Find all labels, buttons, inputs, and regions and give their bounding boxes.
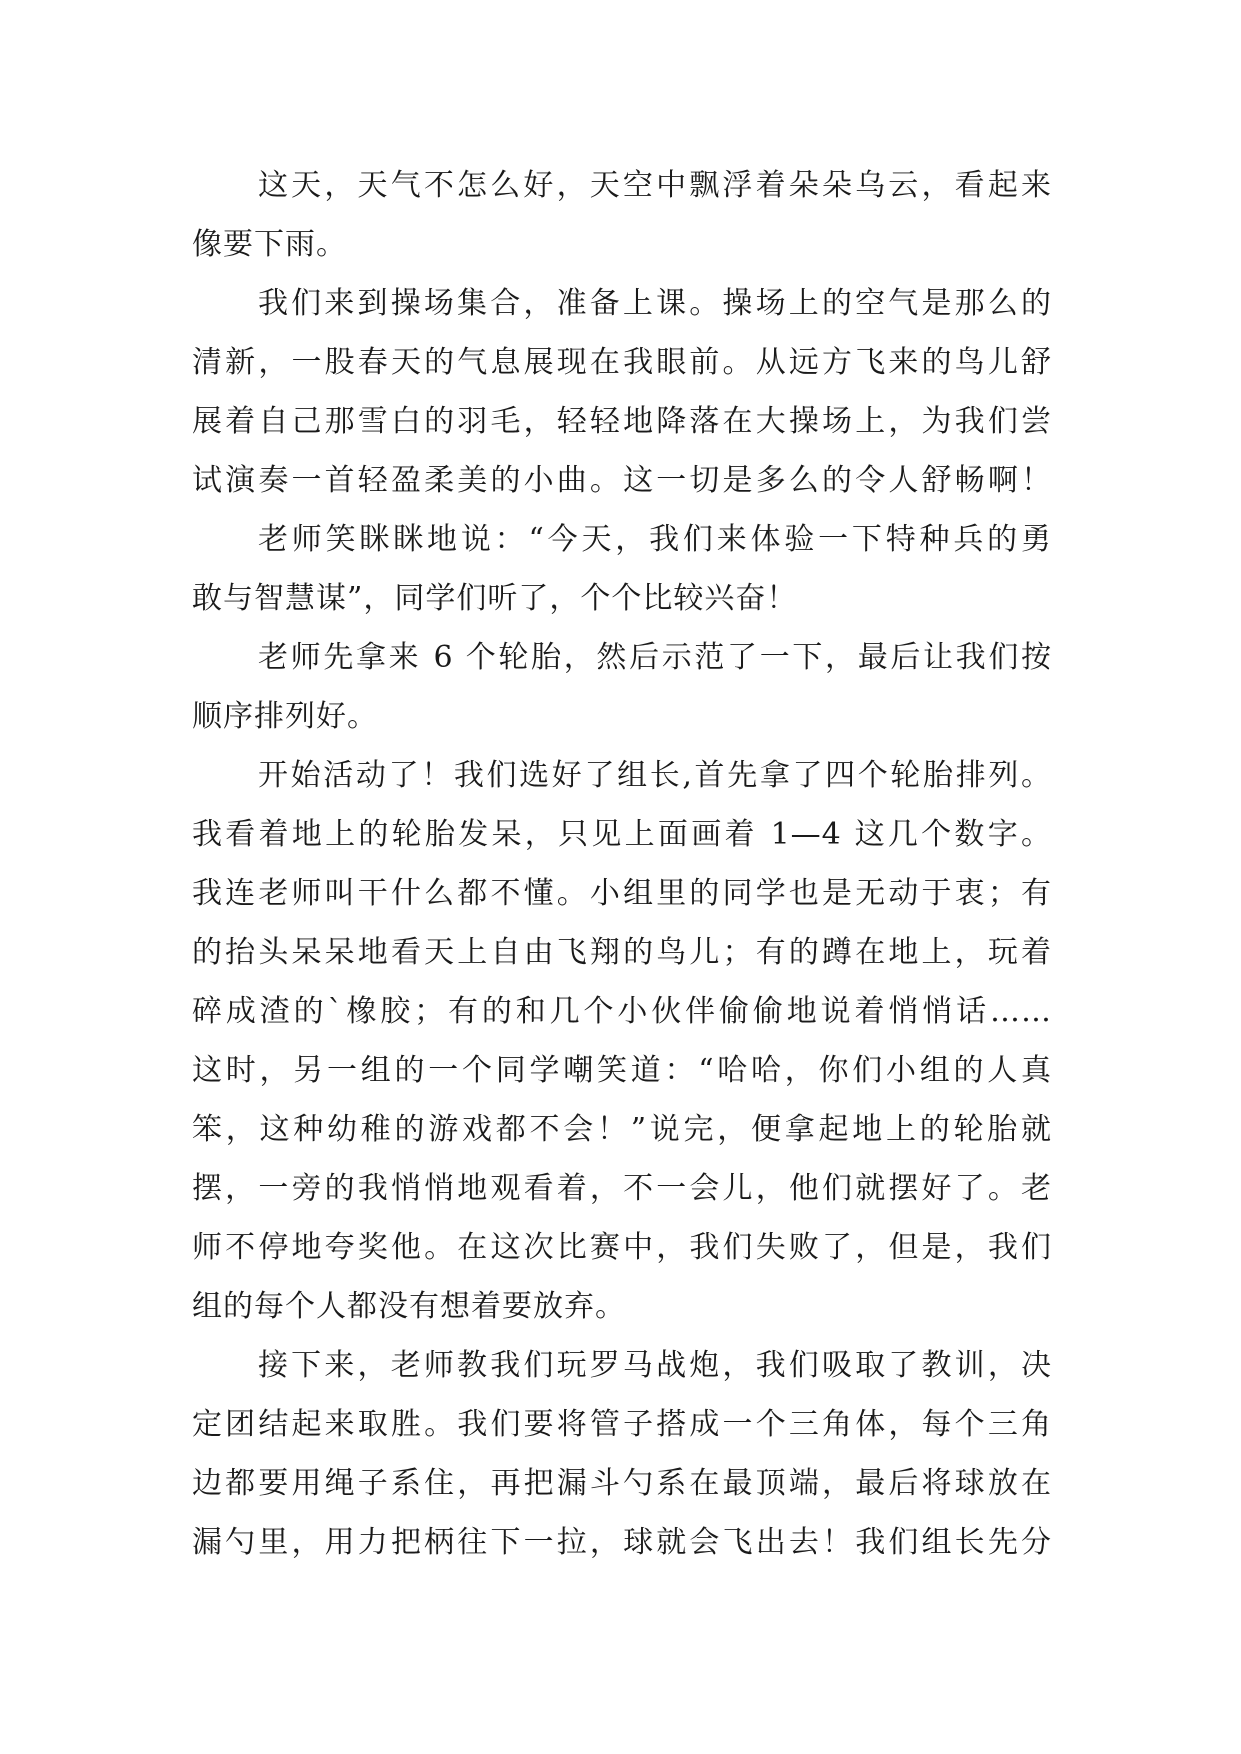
text-line: 摆，一旁的我悄悄地观看着，不一会儿，他们就摆好了。老 bbox=[192, 1171, 1052, 1206]
text-line: 组的每个人都没有想着要放弃。 bbox=[192, 1289, 626, 1324]
text-line: 开始活动了！我们选好了组长,首先拿了四个轮胎排列。 bbox=[258, 758, 1052, 793]
text-line: 边都要用绳子系住，再把漏斗勺系在最顶端，最后将球放在 bbox=[192, 1466, 1052, 1501]
text-line: 我连老师叫干什么都不懂。小组里的同学也是无动于衷；有 bbox=[192, 876, 1052, 911]
text-line: 这时，另一组的一个同学嘲笑道：“哈哈，你们小组的人真 bbox=[192, 1053, 1052, 1088]
text-line: 顺序排列好。 bbox=[192, 699, 378, 734]
text-line: 接下来，老师教我们玩罗马战炮，我们吸取了教训，决 bbox=[258, 1348, 1052, 1383]
text-line: 碎成渣的`橡胶；有的和几个小伙伴偷偷地说着悄悄话…… bbox=[192, 994, 1052, 1029]
text-line: 我看着地上的轮胎发呆，只见上面画着 1—4 这几个数字。 bbox=[192, 817, 1052, 852]
text-line: 试演奏一首轻盈柔美的小曲。这一切是多么的令人舒畅啊！ bbox=[192, 463, 1052, 498]
text-line: 的抬头呆呆地看天上自由飞翔的鸟儿；有的蹲在地上，玩着 bbox=[192, 935, 1052, 970]
document-body bbox=[192, 156, 1052, 1572]
text-line: 这天，天气不怎么好，天空中飘浮着朵朵乌云，看起来 bbox=[258, 168, 1052, 203]
text-line: 老师笑眯眯地说：“今天，我们来体验一下特种兵的勇 bbox=[258, 522, 1052, 557]
text-line: 清新，一股春天的气息展现在我眼前。从远方飞来的鸟儿舒 bbox=[192, 345, 1052, 380]
text-line: 笨，这种幼稚的游戏都不会！”说完，便拿起地上的轮胎就 bbox=[192, 1112, 1052, 1147]
text-line: 像要下雨。 bbox=[192, 227, 347, 262]
text-line: 定团结起来取胜。我们要将管子搭成一个三角体，每个三角 bbox=[192, 1407, 1052, 1442]
text-line: 展着自己那雪白的羽毛，轻轻地降落在大操场上，为我们尝 bbox=[192, 404, 1052, 439]
text-line: 老师先拿来 6 个轮胎，然后示范了一下，最后让我们按 bbox=[258, 640, 1052, 675]
text-line: 漏勺里，用力把柄往下一拉，球就会飞出去！我们组长先分 bbox=[192, 1525, 1052, 1560]
text-line: 敢与智慧谋”，同学们听了，个个比较兴奋！ bbox=[192, 581, 798, 616]
text-line: 师不停地夸奖他。在这次比赛中，我们失败了，但是，我们 bbox=[192, 1230, 1052, 1265]
text-line: 我们来到操场集合，准备上课。操场上的空气是那么的 bbox=[258, 286, 1052, 321]
